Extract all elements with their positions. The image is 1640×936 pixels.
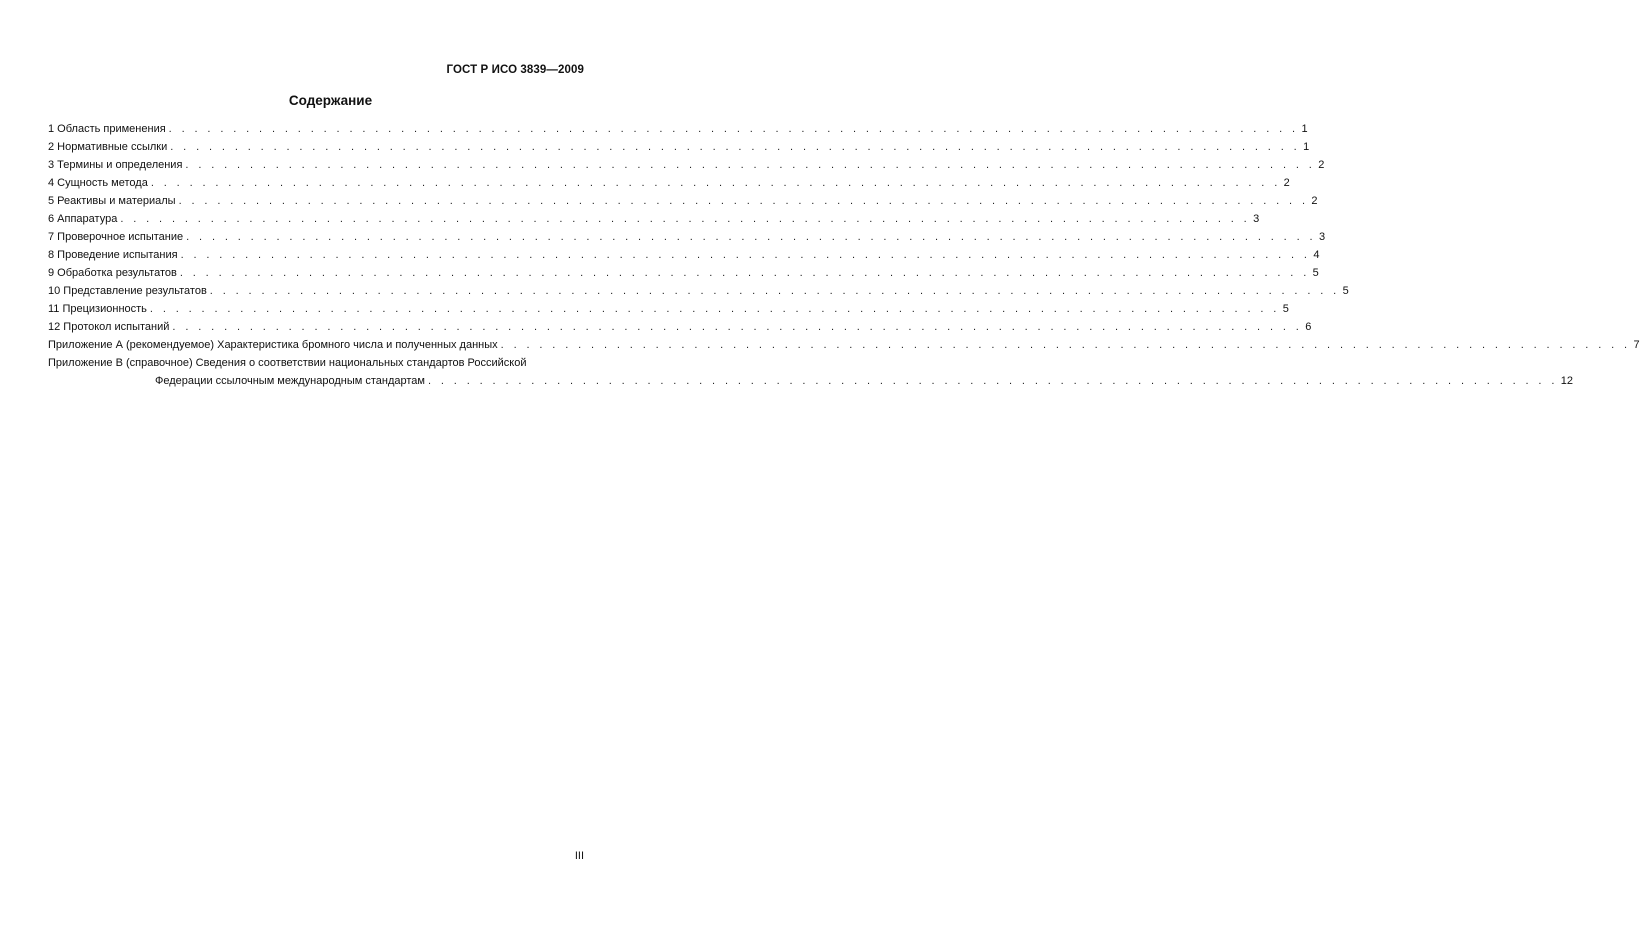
toc-entry-label: 9 Обработка результатов xyxy=(48,267,177,279)
toc-entry-page: 2 xyxy=(1311,195,1318,207)
toc-entry-label: 2 Нормативные ссылки xyxy=(48,141,168,153)
toc-entry-procedure[interactable] xyxy=(48,246,1320,264)
toc-entry-label: 12 Протокол испытаний xyxy=(48,321,170,333)
toc-leader-dots: . . . . . . . . . . . . . . . . . . . . . . . . . . . . . . . . . . . . . . . . . . . . . . . . . . . . . . . . . . . . . . . . . . . . . . . . . . . . . . . . . . . . . . . . xyxy=(149,303,1280,315)
toc-leader-dots: . . . . . . . . . . . . . . . . . . . . . . . . . . . . . . . . . . . . . . . . . . . . . . . . . . . . . . . . . . . . . . . . . . . . . . . . . . . . . . . . . . . . . . . . xyxy=(186,231,1316,243)
table-of-contents xyxy=(48,120,1640,390)
toc-entry-page: 3 xyxy=(1318,231,1326,243)
toc-entry-label: 3 Термины и определения xyxy=(48,159,183,171)
page-number: III xyxy=(574,850,584,862)
toc-leader-dots: . . . . . . . . . . . . . . . . . . . . . . . . . . . . . . . . . . . . . . . . . . . . . . . . . . . . . . . . . . . . . . . . . . . . . . . . . . . . . . . . . . . . . . . . xyxy=(185,159,1316,171)
toc-entry-page: 5 xyxy=(1342,285,1349,297)
toc-entry-reagents[interactable] xyxy=(48,192,1318,210)
toc-entry-page: 2 xyxy=(1318,159,1325,171)
toc-leader-dots: . . . . . . . . . . . . . . . . . . . . . . . . . . . . . . . . . . . . . . . . . . . . . . . . . . . . . . . . . . . . . . . . . . . . . . . . . . . . . . . . . . . . . . . . xyxy=(168,123,1299,135)
toc-leader-dots: . . . . . . . . . . . . . . . . . . . . . . . . . . . . . . . . . . . . . . . . . . . . . . . . . . . . . . . . . . . . . . . . . . . . . . . . . . . . . . . . . . . . . . . . xyxy=(179,267,1310,279)
toc-entry-label: 7 Проверочное испытание xyxy=(48,231,184,243)
toc-entry-label: Приложение А (рекомендуемое) Характеристика бромного числа и полученных данных xyxy=(48,339,498,351)
toc-entry-label: 4 Сущность метода xyxy=(48,177,148,189)
toc-leader-dots: . . . . . . . . . . . . . . . . . . . . . . . . . . . . . . . . . . . . . . . . . . . . . . . . . . . . . . . . . . . . . . . . . . . . . . . . . . . . . . . . . . . . . . . . xyxy=(500,339,1631,351)
toc-leader-dots: . . . . . . . . . . . . . . . . . . . . . . . . . . . . . . . . . . . . . . . . . . . . . . . . . . . . . . . . . . . . . . . . . . . . . . . . . . . . . . . . . . . . . . . . xyxy=(170,141,1301,153)
toc-entry-calculation[interactable] xyxy=(48,264,1319,282)
toc-entry-label: 6 Аппаратура xyxy=(48,213,118,225)
toc-entry-label: 10 Представление результатов xyxy=(48,285,207,297)
toc-leader-dots: . . . . . . . . . . . . . . . . . . . . . . . . . . . . . . . . . . . . . . . . . . . . . . . . . . . . . . . . . . . . . . . . . . . . . . . . . . . . . . . . . . . . . . . . xyxy=(120,213,1251,225)
document-code: ГОСТ Р ИСО 3839—2009 xyxy=(446,64,584,76)
toc-entry-page: 1 xyxy=(1303,141,1310,153)
toc-leader-dots: . . . . . . . . . . . . . . . . . . . . . . . . . . . . . . . . . . . . . . . . . . . . . . . . . . . . . . . . . . . . . . . . . . . . . . . . . . . . . . . . . . . . . . . . xyxy=(172,321,1303,333)
toc-entry-label: 1 Область применения xyxy=(48,123,166,135)
toc-entry-annex-b[interactable] xyxy=(48,354,584,372)
toc-entry-expression-of-results[interactable] xyxy=(48,282,1349,300)
toc-entry-label: 8 Проведение испытания xyxy=(48,249,178,261)
toc-entry-precision[interactable] xyxy=(48,300,1289,318)
toc-leader-dots: . . . . . . . . . . . . . . . . . . . . . . . . . . . . . . . . . . . . . . . . . . . . . . . . . . . . . . . . . . . . . . . . . . . . . . . . . . . . . . . . . . . . . . . . xyxy=(427,375,1558,387)
toc-entry-scope[interactable] xyxy=(48,120,1308,138)
toc-entry-page: 5 xyxy=(1312,267,1319,279)
toc-leader-dots: . . . . . . . . . . . . . . . . . . . . . . . . . . . . . . . . . . . . . . . . . . . . . . . . . . . . . . . . . . . . . . . . . . . . . . . . . . . . . . . . . . . . . . . . xyxy=(209,285,1340,297)
toc-entry-page: 2 xyxy=(1283,177,1290,189)
toc-entry-label: Федерации ссылочным международным стандартам xyxy=(155,375,425,387)
toc-entry-test-report[interactable] xyxy=(48,318,1312,336)
toc-leader-dots: . . . . . . . . . . . . . . . . . . . . . . . . . . . . . . . . . . . . . . . . . . . . . . . . . . . . . . . . . . . . . . . . . . . . . . . . . . . . . . . . . . . . . . . . xyxy=(180,249,1311,261)
toc-entry-page: 1 xyxy=(1301,123,1308,135)
toc-entry-label: Приложение В (справочное) Сведения о соответствии национальных стандартов Российской xyxy=(48,357,527,369)
toc-entry-annex-b-continuation[interactable] xyxy=(48,372,1574,390)
toc-entry-normative-refs[interactable] xyxy=(48,138,1310,156)
toc-entry-verification-test[interactable] xyxy=(48,228,1326,246)
toc-entry-page: 4 xyxy=(1313,249,1320,261)
toc-entry-method[interactable] xyxy=(48,174,1290,192)
toc-entry-page: 6 xyxy=(1305,321,1312,333)
toc-entry-page: 7 xyxy=(1633,339,1640,351)
toc-entry-page: 5 xyxy=(1282,303,1289,315)
toc-entry-apparatus[interactable] xyxy=(48,210,1260,228)
toc-entry-page: 12 xyxy=(1560,375,1574,387)
toc-entry-label: 5 Реактивы и материалы xyxy=(48,195,176,207)
toc-entry-annex-a[interactable] xyxy=(48,336,1640,354)
toc-leader-dots: . . . . . . . . . . . . . . . . . . . . . . . . . . . . . . . . . . . . . . . . . . . . . . . . . . . . . . . . . . . . . . . . . . . . . . . . . . . . . . . . . . . . . . . . xyxy=(150,177,1281,189)
toc-leader-dots: . . . . . . . . . . . . . . . . . . . . . . . . . . . . . . . . . . . . . . . . . . . . . . . . . . . . . . . . . . . . . . . . . . . . . . . . . . . . . . . . . . . . . . . . xyxy=(178,195,1309,207)
toc-title: Содержание xyxy=(288,93,373,108)
toc-entry-page: 3 xyxy=(1253,213,1260,225)
toc-entry-label: 11 Прецизионность xyxy=(48,303,147,315)
toc-entry-terms[interactable] xyxy=(48,156,1325,174)
